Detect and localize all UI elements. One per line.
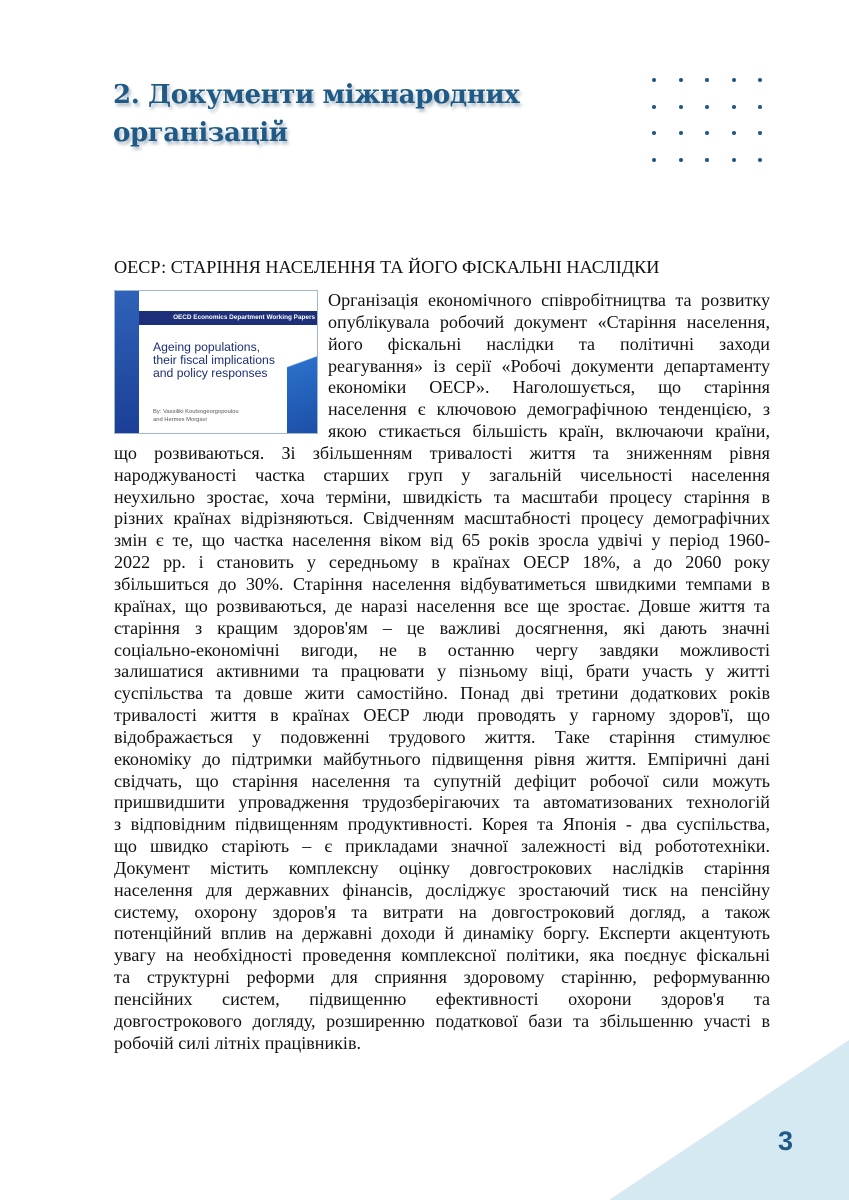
cover-author-line: and Hermes Morgavi [153,417,207,423]
body-line: його фіскальні наслідки та політичні заходи [328,333,770,354]
article-heading: ОЕСР: СТАРІННЯ НАСЕЛЕННЯ ТА ЙОГО ФІСКАЛЬНІ НАСЛІДКИ [114,257,660,277]
body-line: населення є ключовою демографічною тенденцією, з [328,399,770,420]
body-line: соціально-економічні вигоди, не в останню чергу завдяки можливості [114,639,770,660]
body-line: свідчать, що старіння населення та супутній дефіцит робочої сили можуть [114,770,770,791]
body-line: пенсійних систем, підвищенню ефективності охорони здоров'я та [114,989,770,1009]
body-line: якою стикається більшість країн, включаючи країни, [328,421,770,442]
dot [705,78,709,82]
dot [732,78,736,82]
dot [705,158,709,162]
body-line: потенційний вплив на державні доходи й динаміку боргу. Експерти акцентують [114,923,770,944]
body-line: що розвиваються. Зі збільшенням тривалості життя та зниженням рівня [114,442,770,463]
dot [758,158,762,162]
dot [732,131,736,135]
dot-grid-icon [652,78,785,184]
body-line: старіння з кращим здоров'ям – це важливі досягнення, які дають значні [114,617,770,638]
body-line: з відповідним підвищенням продуктивності. Корея та Японія - два суспільства, [114,814,770,835]
cover-author-line: By: Vassiliki Koutsogeorgopoulou [153,409,239,415]
dot [705,105,709,109]
body-line: систему, охорону здоров'я та витрати на довгостроковий догляд, а також [114,901,770,922]
cover-title-line: Ageing populations, [153,340,261,354]
body-line: різних країнах відрізняються. Свідченням масштабності процесу демографічних [114,508,770,529]
dot [732,158,736,162]
dot [732,105,736,109]
body-line: реагування» із серії «Робочі документи департаменту [328,355,770,376]
body-line: суспільства та довше жити самостійно. Понад дві третини додаткових років [114,683,770,704]
body-line: народжуваності частка старших груп у загальній чисельності населення [114,464,770,485]
dot [679,158,683,162]
dot [652,131,656,135]
body-line: змін є те, що частка населення віком від 65 років зросла удвічі у період 1960- [114,530,770,551]
body-line: робочій силі літніх працівників. [114,1032,362,1053]
body-line: що швидко старіють – є прикладами значної залежності від робототехніки. [114,836,770,857]
body-line: 2022 рр. і становить у середньому в країнах ОЕСР 18%, а до 2060 року [114,552,770,573]
body-line: опублікувала робочий документ «Старіння населення, [328,311,770,332]
body-line: населення для державних фінансів, досліджує зростаючий тиск на пенсійну [114,879,770,900]
body-line: довгострокового догляду, розширенню податкової бази та збільшенню участі в [114,1010,770,1031]
dot [679,78,683,82]
cover-title-line: their fiscal implications [153,353,275,367]
body-line: неухильно зростає, хоча терміни, швидкість та масштаби процесу старіння в [114,486,770,507]
dot [705,131,709,135]
dot [758,131,762,135]
body-line: Організація економічного співробітництва та розвитку [328,290,770,310]
body-line: увагу на необхідності проведення комплексної політики, яка поєднує фіскальні [114,945,770,966]
dot [679,105,683,109]
dot [652,158,656,162]
cover-title-line: and policy responses [153,366,268,380]
section-title-line: 2. Документи міжнародних [113,80,520,110]
dot [652,105,656,109]
body-line: залишатися активними та працювати у пізньому віці, брати участь у житті [114,661,770,682]
body-line: відображається у подовженні трудового життя. Таке старіння стимулює [114,726,770,747]
cover-series-label: OECD Economics Department Working Papers [139,311,317,325]
dot [652,78,656,82]
section-title-line: організацій [113,118,288,148]
article-body [114,290,770,1055]
body-line: країнах, що розвиваються, де наразі населення все ще зростає. Довше життя та [114,595,770,616]
dot [758,78,762,82]
body-line: економіку до підтримки майбутнього підвищення рівня життя. Емпіричні дані [114,748,770,769]
body-line: Документ містить комплексну оцінку довгострокових наслідків старіння [114,857,770,878]
dot [679,131,683,135]
body-line: тривалості життя в країнах ОЕСР люди проводять у гарному здоров'ї, що [114,705,770,726]
body-line: збільшиться до 30%. Старіння населення відбуватиметься швидкими темпами в [114,573,770,594]
corner-triangle-decoration [609,1040,849,1200]
section-title [113,76,519,152]
body-line: та структурні реформи для сприяння здоровому старінню, реформуванню [114,967,770,988]
body-line: пришвидшити упровадження трудозберігаючих та автоматизованих технологій [114,792,770,813]
body-line: економіки ОЕСР». Наголошується, що старіння [328,377,770,398]
dot [758,105,762,109]
page-number: 3 [778,1126,794,1156]
